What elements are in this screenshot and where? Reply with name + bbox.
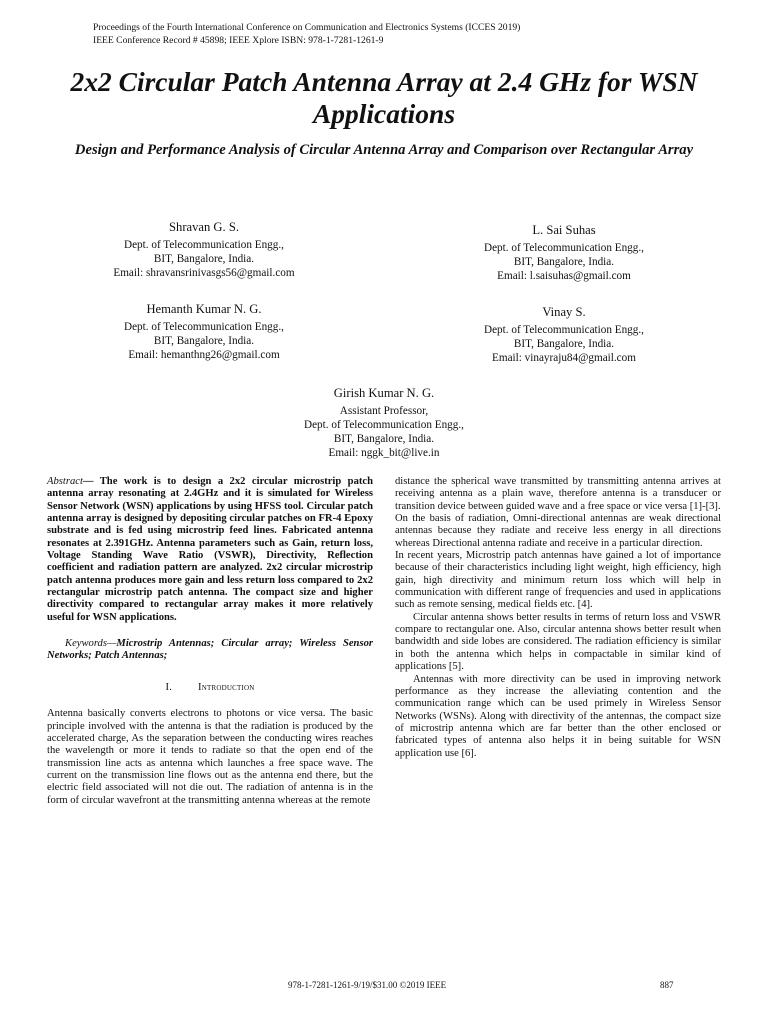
author-email: Email: vinayraju84@gmail.com	[492, 352, 636, 364]
abstract-text: — The work is to design a 2x2 circular microstrip patch antenna array resonating at 2.4GHz and it is simulated for Wireless Sensor Network (WSN) applications by using HFSS tool. Circular patch antenna array is designed by depositing circular patches on FR-4 Epoxy substrate and is fed using microstrip feed lines. Fabricated antenna resonates at 2.391GHz. Antenna parameters such as Gain, return loss, Voltage Standing Wave Ratio (VSWR), Directivity, Reflection coefficient and radiation pattern are analyzed. 2x2 circular microstrip patch antenna produces more gain and less return loss compared to 2x2 rectangular microstrip patch antenna. The compact size and higher directivity compared to rectangular array makes it more relatively useful for WSN applications.	[47, 476, 373, 623]
intro-paragraph-4: Circular antenna shows better results in terms of return loss and VSWR compare to rectangular one. Also, circular antenna shows better result when bandwidth and side lobes are considered. The radiation efficiency is similar in both the antenna which helps in compactable in similar kind of applications [5].	[395, 611, 721, 673]
author-dept: Dept. of Telecommunication Engg.,	[484, 242, 644, 254]
author-name: Hemanth Kumar N. G.	[146, 302, 262, 316]
intro-paragraph-2: On the basis of radiation, Omni-directional antennas are weak directional antennas because they radiate and receive less energy in all directions whereas Directional antenna radiate and receive in a particular direction.	[395, 513, 721, 549]
author-email: Email: shravansrinivasgs56@gmail.com	[113, 267, 295, 279]
author-block-2	[448, 222, 680, 283]
author-role: Assistant Professor,	[339, 405, 429, 417]
right-column	[395, 476, 721, 760]
record-line: IEEE Conference Record # 45898; IEEE Xplore ISBN: 978-1-7281-1261-9	[93, 34, 384, 46]
author-email: Email: hemanthng26@gmail.com	[128, 349, 280, 361]
author-place: BIT, Bangalore, India.	[153, 335, 255, 347]
section-number: I.	[165, 681, 173, 693]
author-dept: Dept. of Telecommunication Engg.,	[304, 419, 464, 431]
intro-paragraph-1: Antenna basically converts electrons to photons or vice versa. The basic principle involved with the antenna is that the radiation is produced by the accelerated charge, As the separation between the conducting wires reaches the wavelength or more it tends to radiate so that the open end of the transmission line acts as antenna which launches a free space wave. The current on the transmission line flows out as the antenna end there, but the electric field associated will not die out. The radiation of antenna is in the form of circular wavefront at the transmitting antenna whereas at the remote	[47, 708, 373, 806]
author-name: Shravan G. S.	[169, 220, 239, 234]
left-column	[47, 476, 373, 807]
author-block-5	[264, 385, 504, 460]
copyright-footer: 978-1-7281-1261-9/19/$31.00 ©2019 IEEE	[288, 980, 447, 990]
author-place: BIT, Bangalore, India.	[513, 338, 615, 350]
paper-subtitle: Design and Performance Analysis of Circular Antenna Array and Comparison over Rectangular Array	[74, 142, 694, 158]
page-number: 887	[660, 980, 674, 990]
author-block-3	[86, 301, 322, 362]
author-dept: Dept. of Telecommunication Engg.,	[124, 321, 284, 333]
keywords-text: Microstrip Antennas; Circular array; Wireless Sensor Networks; Patch Antennas;	[47, 638, 373, 662]
intro-paragraph-1-continued: distance the spherical wave transmitted by transmitting antenna arrives at receiving antenna as a plain wave, therefore antenna is a transducer or transition device between guided wave and a free space or vice versa [1]-[3].	[395, 476, 721, 512]
proceedings-line: Proceedings of the Fourth International Conference on Communication and Electronics Systems (ICCES 2019)	[93, 22, 521, 33]
section-title: Introduction	[198, 681, 255, 693]
author-dept: Dept. of Telecommunication Engg.,	[484, 324, 644, 336]
keywords-label: Keywords—	[65, 638, 117, 650]
author-place: BIT, Bangalore, India.	[153, 253, 255, 265]
intro-paragraph-5: Antennas with more directivity can be used in improving network performance as they increase the alleviating contention and the communication range which can be used primely in Wireless Sensor Networks (WSNs). Along with directivity of the antennas, the compact size of microstrip antenna which are far better than the other enclosed or fabricated types of antenna also helps it in being suitable for WSN application use [6].	[395, 673, 721, 759]
abstract	[47, 476, 373, 624]
keywords	[47, 638, 373, 663]
author-dept: Dept. of Telecommunication Engg.,	[124, 239, 284, 251]
author-block-1	[86, 219, 322, 280]
section-heading-introduction	[47, 682, 373, 694]
intro-paragraph-3: In recent years, Microstrip patch antennas have gained a lot of importance because of their characteristics including light weight, high efficiency, high gain, high directivity and minimum return loss which will help in communication with different range of frequencies and used in applications such as remote sensing, medical fields etc. [4].	[395, 550, 721, 611]
author-place: BIT, Bangalore, India.	[513, 256, 615, 268]
author-email: Email: nggk_bit@live.in	[328, 447, 440, 459]
author-name: L. Sai Suhas	[532, 223, 596, 237]
author-place: BIT, Bangalore, India.	[333, 433, 435, 445]
author-name: Girish Kumar N. G.	[333, 386, 435, 400]
conference-header	[93, 22, 520, 47]
author-block-4	[448, 304, 680, 365]
paper-title: 2x2 Circular Patch Antenna Array at 2.4 GHz for WSN Applications	[70, 66, 698, 129]
author-email: Email: l.saisuhas@gmail.com	[497, 270, 631, 282]
abstract-label: Abstract	[47, 476, 83, 487]
author-name: Vinay S.	[542, 305, 586, 319]
